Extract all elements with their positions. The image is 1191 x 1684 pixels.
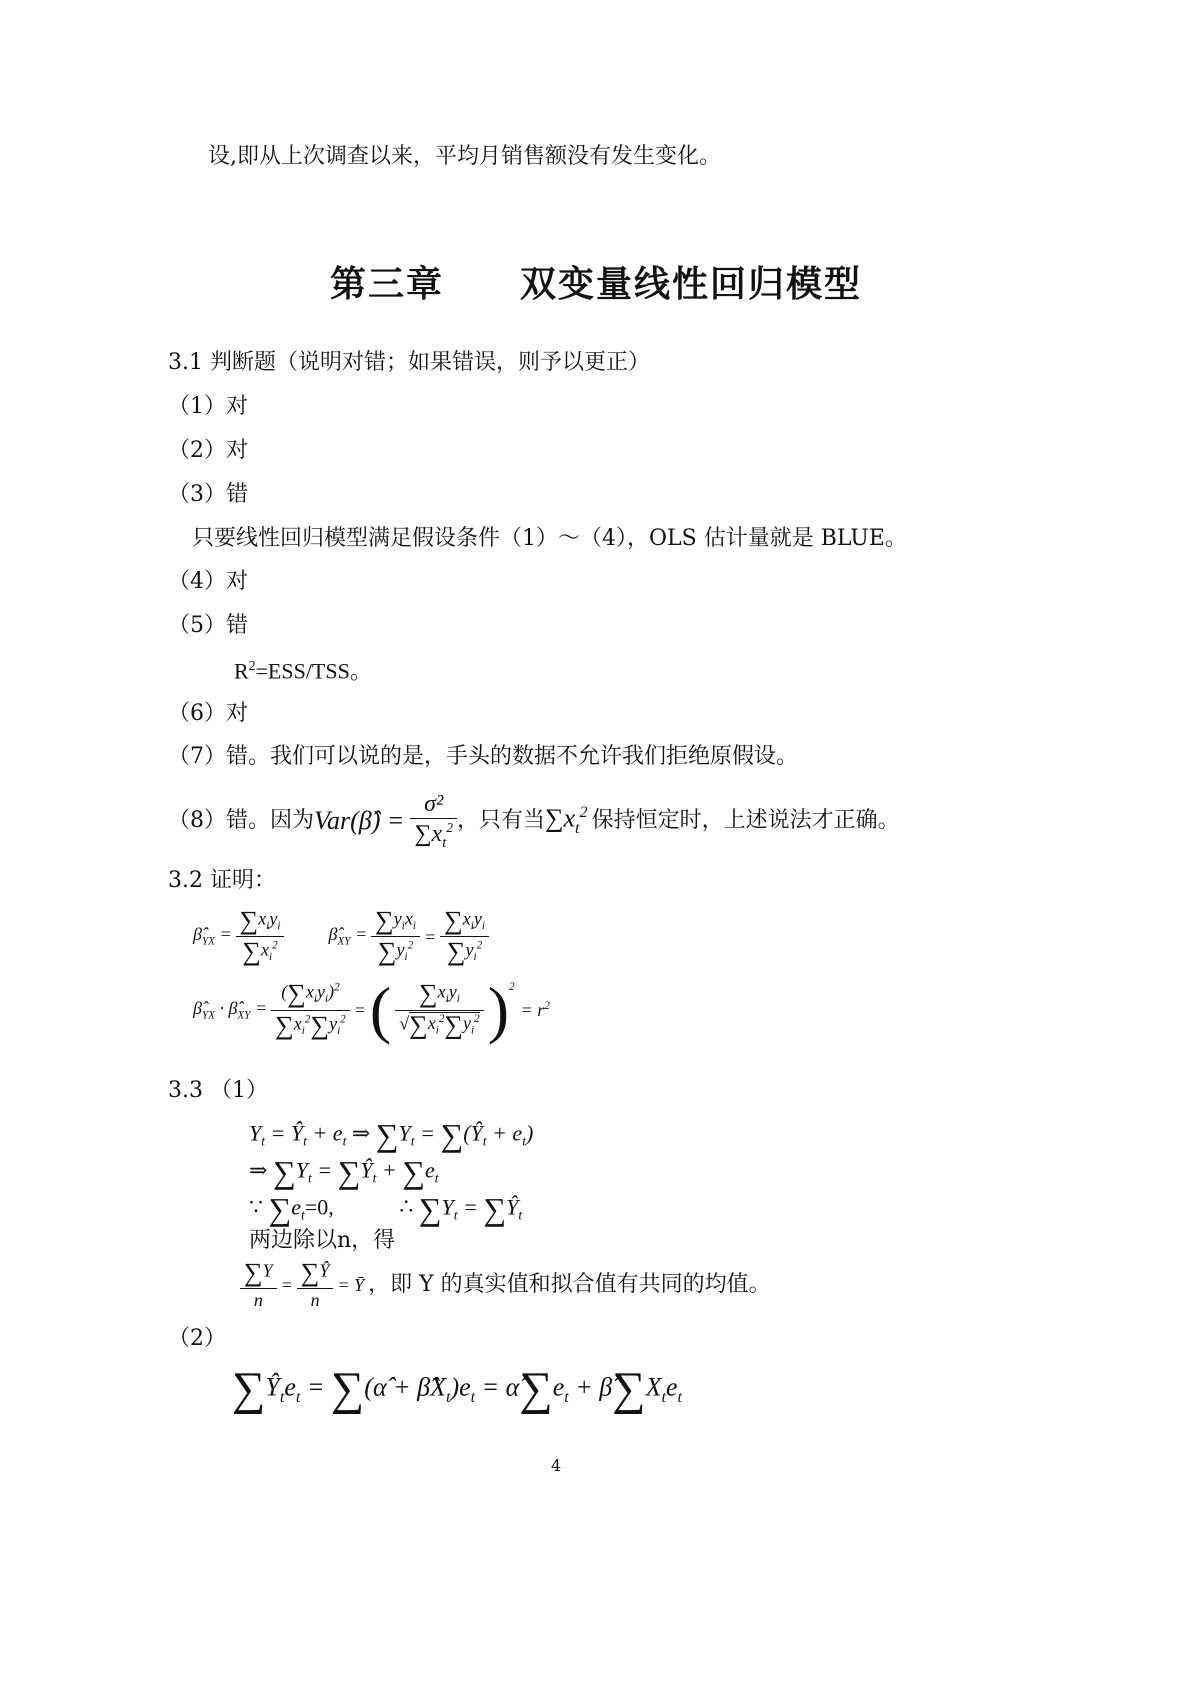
q33-eq-line-3: ∵ $\sum e_t=0$, ∴ $\sum Y_t$ = $\sum Ŷ_t$ — [249, 1192, 523, 1227]
q31-item-6: （6）对 — [168, 701, 248, 726]
proof-formula-product: $\betâ_{YX}$ · $\betâ_{XY}$ = $\frac{(\sum x_iy_i)^2}{\sum x_i^2\sum y_i^2}$ = ( $\frac{\sum x_iy_i}{√\sum x_i^2\sum y_i^2}$ ) $^2$ = $r^2$ — [193, 974, 550, 1045]
continuation-text: 设,即从上次调查以来，平均月销售额没有发生变化。 — [208, 144, 721, 169]
q33-heading: 3.3 （1） — [168, 1078, 268, 1103]
q31-item-7: （7）错。我们可以说的是，手头的数据不允许我们拒绝原假设。 — [168, 744, 798, 769]
q33-eq-line-1: $Y_t$ = $Ŷ_t + e_t$ ⇒ $\sum Y_t$ = $\sum(Ŷ_t + e_t)$ — [249, 1118, 534, 1153]
q31-item-1: （1）对 — [168, 394, 248, 419]
q33-part-2-formula: $\sum Ŷ_te_t$ = ∑(α̂ + $\betâX_t)e_t$ = $\alphâ\sum e_t$ + $\betâ\sum X_te_t$ — [232, 1363, 683, 1415]
q33-divide-text: 两边除以n，得 — [249, 1228, 396, 1253]
q33-mean-line: $\frac{\sum Y}{n}$ = $\frac{\sum Ŷ}{n}$ = Ȳ ，即 Y 的真实值和拟合值有共同的均值。 — [240, 1260, 771, 1309]
q32-heading: 3.2 证明： — [168, 868, 276, 893]
q31-item-5-note: $R^2=ESS$/TSS。 — [234, 658, 372, 684]
q31-item-8: （8）错。因为 Var(β̂) = $\frac{\text{σ²}}{\sum x_t^2}$ ，只有当 $\sum x_t^2$ 保持恒定时，上述说法才正确。 — [168, 790, 900, 851]
q31-item-5: （5）错 — [168, 613, 248, 638]
q31-item-3: （3）错 — [168, 482, 248, 507]
q31-item-4: （4）对 — [168, 569, 248, 594]
q31-heading: 3.1 判断题（说明对错；如果错误，则予以更正） — [168, 350, 650, 375]
page-number: 4 — [551, 1456, 562, 1475]
q31-item-3-note: 只要线性回归模型满足假设条件（1）～（4），OLS 估计量就是 BLUE。 — [192, 526, 907, 551]
q33-part-2: （2） — [168, 1326, 226, 1351]
q31-item-2: （2）对 — [168, 438, 248, 463]
proof-formula-beta: $\betâ_{YX}$ = $\frac{\sum x_iy_i}{\sum x_i^2}$ $\betâ_{XY}$ = $\frac{\sum y_ix_i}{\sum y_i^2}$ = $\frac{\sum x_iy_i}{\sum y_i^2}$ — [193, 908, 493, 965]
variance-fraction: $\frac{\text{σ²}}{\sum x_t^2}$ — [410, 792, 457, 851]
chapter-title: 第三章 双变量线性回归模型 — [330, 263, 863, 305]
q33-eq-line-2: ⇒ $\sum Y_t$ = $\sum Ŷ_t + \sum e_t$ — [249, 1155, 439, 1190]
